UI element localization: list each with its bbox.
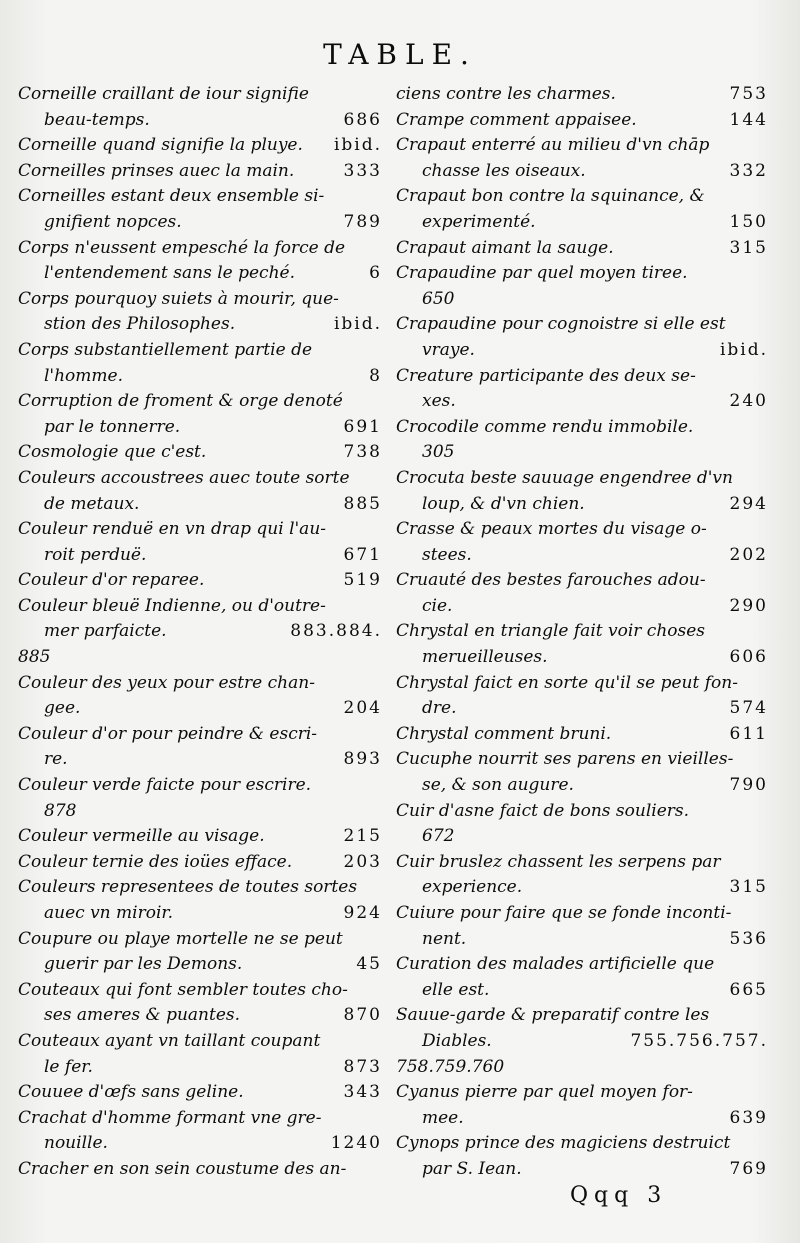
entry-text: Corps pourquoy suiets à mourir, que- [18, 288, 339, 309]
index-entry [396, 1055, 768, 1081]
index-entry [18, 440, 382, 466]
index-entry [18, 568, 382, 594]
entry-text: xes. [422, 391, 456, 412]
index-entry [18, 1106, 382, 1157]
index-entry [396, 568, 768, 619]
entry-line [18, 159, 382, 185]
entry-line [396, 210, 768, 236]
entry-text: l'entendement sans le peché. [44, 263, 295, 284]
entry-page-number: 606 [729, 647, 768, 668]
entry-line [396, 492, 768, 518]
entry-page-number: 611 [729, 723, 768, 744]
entry-text: par le tonnerre. [44, 416, 181, 437]
entry-line [18, 927, 382, 953]
entry-text: Corruption de froment & orge denoté [18, 391, 343, 412]
index-entry [396, 1131, 768, 1182]
entry-page-number: 333 [343, 160, 382, 181]
index-entry [396, 415, 768, 466]
entry-text: Crasse & peaux mortes du visage o- [396, 519, 707, 540]
entry-line [18, 671, 382, 697]
entry-text: Chrystal comment bruni. [396, 723, 612, 744]
index-entry [396, 184, 768, 235]
index-entry [18, 594, 382, 645]
entry-line [18, 1055, 382, 1081]
entry-text: vraye. [422, 339, 475, 360]
entry-text: Crampe comment appaisee. [396, 109, 637, 130]
index-entry [18, 927, 382, 978]
entry-page-number: 343 [343, 1082, 382, 1103]
entry-line [18, 1157, 382, 1183]
entry-page-number: 6 [369, 263, 382, 284]
index-entry [396, 517, 768, 568]
entry-page-number: 150 [729, 211, 768, 232]
index-entry [18, 287, 382, 338]
entry-line [18, 312, 382, 338]
entry-text: 305 [422, 442, 455, 463]
entry-text: par S. Iean. [422, 1158, 522, 1179]
entry-page-number: 332 [729, 160, 768, 181]
entry-line [18, 1131, 382, 1157]
entry-text: de metaux. [44, 493, 140, 514]
entry-line [396, 108, 768, 134]
index-entry [396, 364, 768, 415]
index-entry [18, 159, 382, 185]
entry-text: Cucuphe nourrit ses parens en vieilles- [396, 749, 734, 770]
index-entry [18, 978, 382, 1029]
index-entry [396, 850, 768, 901]
entry-line [18, 594, 382, 620]
index-entry [18, 82, 382, 133]
index-entry [396, 747, 768, 798]
entry-line [18, 236, 382, 262]
entry-text: 878 [44, 800, 77, 821]
index-entry [18, 875, 382, 926]
index-column-right [396, 82, 768, 1183]
entry-text: Creature participante des deux se- [396, 365, 696, 386]
entry-line [18, 1106, 382, 1132]
entry-text: nouille. [44, 1133, 108, 1154]
index-entry [396, 1080, 768, 1131]
entry-page-number: 924 [343, 903, 382, 923]
entry-text: Couleur des yeux pour estre chan- [18, 672, 315, 693]
entry-line [18, 82, 382, 108]
entry-page-number: 686 [343, 109, 382, 130]
entry-page-number: 144 [729, 109, 768, 130]
entry-line [18, 415, 382, 441]
entry-line [396, 978, 768, 1004]
entry-page-number: 893 [343, 749, 382, 770]
index-entry [18, 389, 382, 440]
entry-text: Couuee d'œfs sans geline. [18, 1082, 244, 1103]
entry-line [18, 492, 382, 518]
entry-text: se, & son augure. [422, 775, 574, 796]
entry-text: Couteaux ayant vn taillant coupant [18, 1030, 321, 1051]
entry-line [396, 364, 768, 390]
entry-line [396, 722, 768, 748]
entry-line [396, 543, 768, 569]
index-entry [396, 82, 768, 108]
entry-text: Corneilles prinses auec la main. [18, 160, 295, 181]
entry-text: Couleur vermeille au visage. [18, 826, 265, 847]
entry-page-number: 45 [356, 954, 382, 975]
entry-line [396, 1157, 768, 1183]
entry-line [396, 619, 768, 645]
entry-text: Corneille quand signifie la pluye. [18, 135, 303, 156]
entry-line [18, 799, 382, 825]
entry-line [396, 236, 768, 262]
entry-line [396, 901, 768, 927]
entry-line [396, 952, 768, 978]
entry-page-number: 671 [343, 544, 382, 565]
entry-line [18, 287, 382, 313]
entry-line [396, 312, 768, 338]
entry-page-number: 885 [343, 493, 382, 514]
entry-page-number: 519 [343, 570, 382, 591]
index-entry [396, 952, 768, 1003]
entry-line [18, 619, 382, 645]
index-entry [396, 722, 768, 748]
entry-page-number: 8 [369, 365, 382, 386]
entry-text: Coupure ou playe mortelle ne se peut [18, 928, 343, 949]
entry-text: Cruauté des bestes farouches adou- [396, 570, 706, 591]
entry-line [396, 799, 768, 825]
entry-text: Corps n'eussent empesché la force de [18, 237, 346, 258]
entry-line [18, 722, 382, 748]
entry-page-number: 870 [343, 1005, 382, 1026]
entry-line [18, 824, 382, 850]
entry-text: Curation des malades artificielle que [396, 954, 715, 975]
entry-text: Corneille craillant de iour signifie [18, 84, 309, 104]
entry-line [18, 133, 382, 159]
entry-text: Crapaut bon contre la squinance, & [396, 186, 705, 207]
entry-page-number: 873 [343, 1056, 382, 1077]
entry-line [396, 773, 768, 799]
entry-page-number: 789 [343, 211, 382, 232]
entry-text: Couleur ternie des ioües efface. [18, 851, 293, 872]
index-entry [18, 466, 382, 517]
entry-text: chasse les oiseaux. [422, 160, 586, 181]
index-entry [396, 133, 768, 184]
entry-text: Couleurs representees de toutes sortes [18, 877, 358, 898]
signature-mark: Qqq 3 [570, 1183, 668, 1208]
index-entry [18, 1080, 382, 1106]
entry-text: l'homme. [44, 365, 123, 386]
entry-line [18, 773, 382, 799]
entry-line [18, 645, 382, 671]
entry-page-number: 753 [729, 84, 768, 104]
entry-line [396, 927, 768, 953]
index-entry [18, 824, 382, 850]
entry-text: le fer. [44, 1056, 93, 1077]
index-entry [396, 236, 768, 262]
entry-page-number: 202 [729, 544, 768, 565]
entry-text: mer parfaicte. [44, 621, 167, 642]
entry-page-number: 665 [729, 979, 768, 1000]
entry-line [396, 594, 768, 620]
entry-text: nent. [422, 928, 467, 949]
entry-line [396, 1106, 768, 1132]
entry-text: gnifient nopces. [44, 211, 182, 232]
entry-line [18, 978, 382, 1004]
entry-text: experience. [422, 877, 523, 898]
entry-page-number: 203 [343, 851, 382, 872]
index-entry [396, 312, 768, 363]
entry-line [396, 440, 768, 466]
entry-page-number: 769 [729, 1158, 768, 1179]
entry-page-number: 574 [729, 698, 768, 719]
entry-line [18, 338, 382, 364]
entry-page-number: ibid. [719, 339, 768, 360]
entry-page-number: 536 [729, 928, 768, 949]
entry-text: cie. [422, 595, 453, 616]
entry-text: Couleur d'or pour peindre & escri- [18, 723, 318, 744]
entry-text: Crocuta beste sauuage engendree d'vn [396, 467, 733, 488]
index-entry [18, 517, 382, 568]
index-entry [18, 133, 382, 159]
index-entry [18, 645, 382, 671]
entry-line [18, 184, 382, 210]
entry-page-number: 691 [343, 416, 382, 437]
entry-line [396, 261, 768, 287]
entry-text: 672 [422, 826, 455, 847]
entry-text: dre. [422, 698, 457, 719]
entry-line [396, 415, 768, 441]
entry-page-number: 315 [729, 877, 768, 898]
entry-line [396, 1080, 768, 1106]
entry-line [396, 389, 768, 415]
entry-line [18, 696, 382, 722]
entry-line [18, 1003, 382, 1029]
entry-page-number: 294 [729, 493, 768, 514]
entry-line [396, 517, 768, 543]
entry-line [18, 1080, 382, 1106]
entry-line [396, 568, 768, 594]
entry-line [396, 184, 768, 210]
entry-line [396, 159, 768, 185]
entry-text: Sauue-garde & preparatif contre les [396, 1005, 710, 1026]
index-entry [396, 799, 768, 850]
entry-line [18, 543, 382, 569]
entry-line [396, 466, 768, 492]
entry-text: Couteaux qui font sembler toutes cho- [18, 979, 348, 1000]
entry-line [396, 875, 768, 901]
index-entry [18, 722, 382, 773]
index-column-left [18, 82, 382, 1183]
entry-page-number: 290 [729, 595, 768, 616]
entry-line [18, 440, 382, 466]
entry-line [18, 952, 382, 978]
entry-text: elle est. [422, 979, 490, 1000]
index-entry [396, 108, 768, 134]
entry-line [396, 671, 768, 697]
index-entry [396, 619, 768, 670]
entry-page-number: 883.884. [290, 621, 382, 642]
entry-page-number: 1240 [330, 1133, 382, 1154]
entry-line [396, 645, 768, 671]
index-entry [396, 261, 768, 312]
entry-page-number: 755.756.757. [630, 1030, 768, 1051]
entry-text: guerir par les Demons. [44, 954, 243, 975]
entry-text: Crocodile comme rendu immobile. [396, 416, 694, 437]
entry-text: experimenté. [422, 211, 536, 232]
entry-text: ciens contre les charmes. [396, 84, 616, 104]
entry-text: Chrystal en triangle fait voir choses [396, 621, 706, 642]
entry-text: Cuiure pour faire que se fonde inconti- [396, 903, 732, 923]
index-entry [18, 671, 382, 722]
entry-line [396, 82, 768, 108]
entry-line [18, 747, 382, 773]
entry-text: Corps substantiellement partie de [18, 339, 313, 360]
index-entry [396, 466, 768, 517]
entry-text: re. [44, 749, 68, 770]
entry-text: auec vn miroir. [44, 903, 174, 923]
entry-line [18, 850, 382, 876]
entry-line [18, 568, 382, 594]
entry-line [18, 108, 382, 134]
entry-text: 650 [422, 288, 455, 309]
index-entry [18, 184, 382, 235]
entry-text: Couleur verde faicte pour escrire. [18, 775, 312, 796]
entry-text: beau-temps. [44, 109, 150, 130]
entry-line [396, 1029, 768, 1055]
entry-text: stees. [422, 544, 472, 565]
index-entry [18, 773, 382, 824]
entry-text: Cracher en son sein coustume des an- [18, 1158, 347, 1179]
entry-page-number: 315 [729, 237, 768, 258]
entry-line [18, 901, 382, 927]
entry-line [18, 210, 382, 236]
index-entry [396, 671, 768, 722]
entry-text: Chrystal faict en sorte qu'il se peut fon- [396, 672, 738, 693]
entry-text: Cyanus pierre par quel moyen for- [396, 1082, 693, 1103]
entry-page-number: 204 [343, 698, 382, 719]
entry-line [18, 517, 382, 543]
entry-line [18, 1029, 382, 1055]
entry-line [18, 466, 382, 492]
entry-text: Crapaudine par quel moyen tiree. [396, 263, 688, 284]
entry-text: Crapaut enterré au milieu d'vn chāp [396, 135, 710, 156]
entry-text: Couleur d'or reparee. [18, 570, 205, 591]
entry-text: Crapaudine pour cognoistre si elle est [396, 314, 726, 335]
entry-line [396, 133, 768, 159]
entry-text: mee. [422, 1107, 464, 1128]
entry-line [18, 389, 382, 415]
entry-line [396, 747, 768, 773]
entry-line [396, 338, 768, 364]
index-entry [396, 1003, 768, 1054]
entry-line [396, 1131, 768, 1157]
index-entry [18, 338, 382, 389]
entry-line [396, 850, 768, 876]
entry-line [396, 1003, 768, 1029]
entry-page-number: 639 [729, 1107, 768, 1128]
entry-text: 758.759.760 [396, 1056, 505, 1077]
entry-page-number: ibid. [333, 314, 382, 335]
index-entry [18, 1029, 382, 1080]
entry-text: Couleur renduë en vn drap qui l'au- [18, 519, 327, 540]
entry-page-number: 738 [343, 442, 382, 463]
entry-text: Diables. [422, 1030, 492, 1051]
index-entry [18, 236, 382, 287]
entry-text: gee. [44, 698, 81, 719]
index-entry [396, 901, 768, 952]
entry-text: Couleur bleuë Indienne, ou d'outre- [18, 595, 326, 616]
entry-text: Crapaut aimant la sauge. [396, 237, 614, 258]
entry-line [396, 1055, 768, 1081]
entry-text: Cuir bruslez chassent les serpens par [396, 851, 721, 872]
entry-text: Cosmologie que c'est. [18, 442, 207, 463]
entry-text: Corneilles estant deux ensemble si- [18, 186, 325, 207]
entry-text: loup, & d'vn chien. [422, 493, 585, 514]
entry-text: stion des Philosophes. [44, 314, 236, 335]
entry-page-number: 790 [729, 775, 768, 796]
entry-line [396, 287, 768, 313]
entry-text: merueilleuses. [422, 647, 548, 668]
entry-page-number: 215 [343, 826, 382, 847]
page-header: TABLE. [323, 38, 477, 71]
entry-text: 885 [18, 647, 51, 668]
entry-line [18, 875, 382, 901]
index-entry [18, 1157, 382, 1183]
entry-page-number: 240 [729, 391, 768, 412]
entry-text: Crachat d'homme formant vne gre- [18, 1107, 322, 1128]
entry-text: roit perduë. [44, 544, 147, 565]
index-entry [18, 850, 382, 876]
entry-text: ses ameres & puantes. [44, 1005, 241, 1026]
entry-text: Couleurs accoustrees auec toute sorte [18, 467, 350, 488]
entry-line [396, 824, 768, 850]
entry-line [396, 696, 768, 722]
entry-text: Cynops prince des magiciens destruict [396, 1133, 731, 1154]
entry-text: Cuir d'asne faict de bons souliers. [396, 800, 690, 821]
entry-line [18, 261, 382, 287]
entry-page-number: ibid. [333, 135, 382, 156]
entry-line [18, 364, 382, 390]
